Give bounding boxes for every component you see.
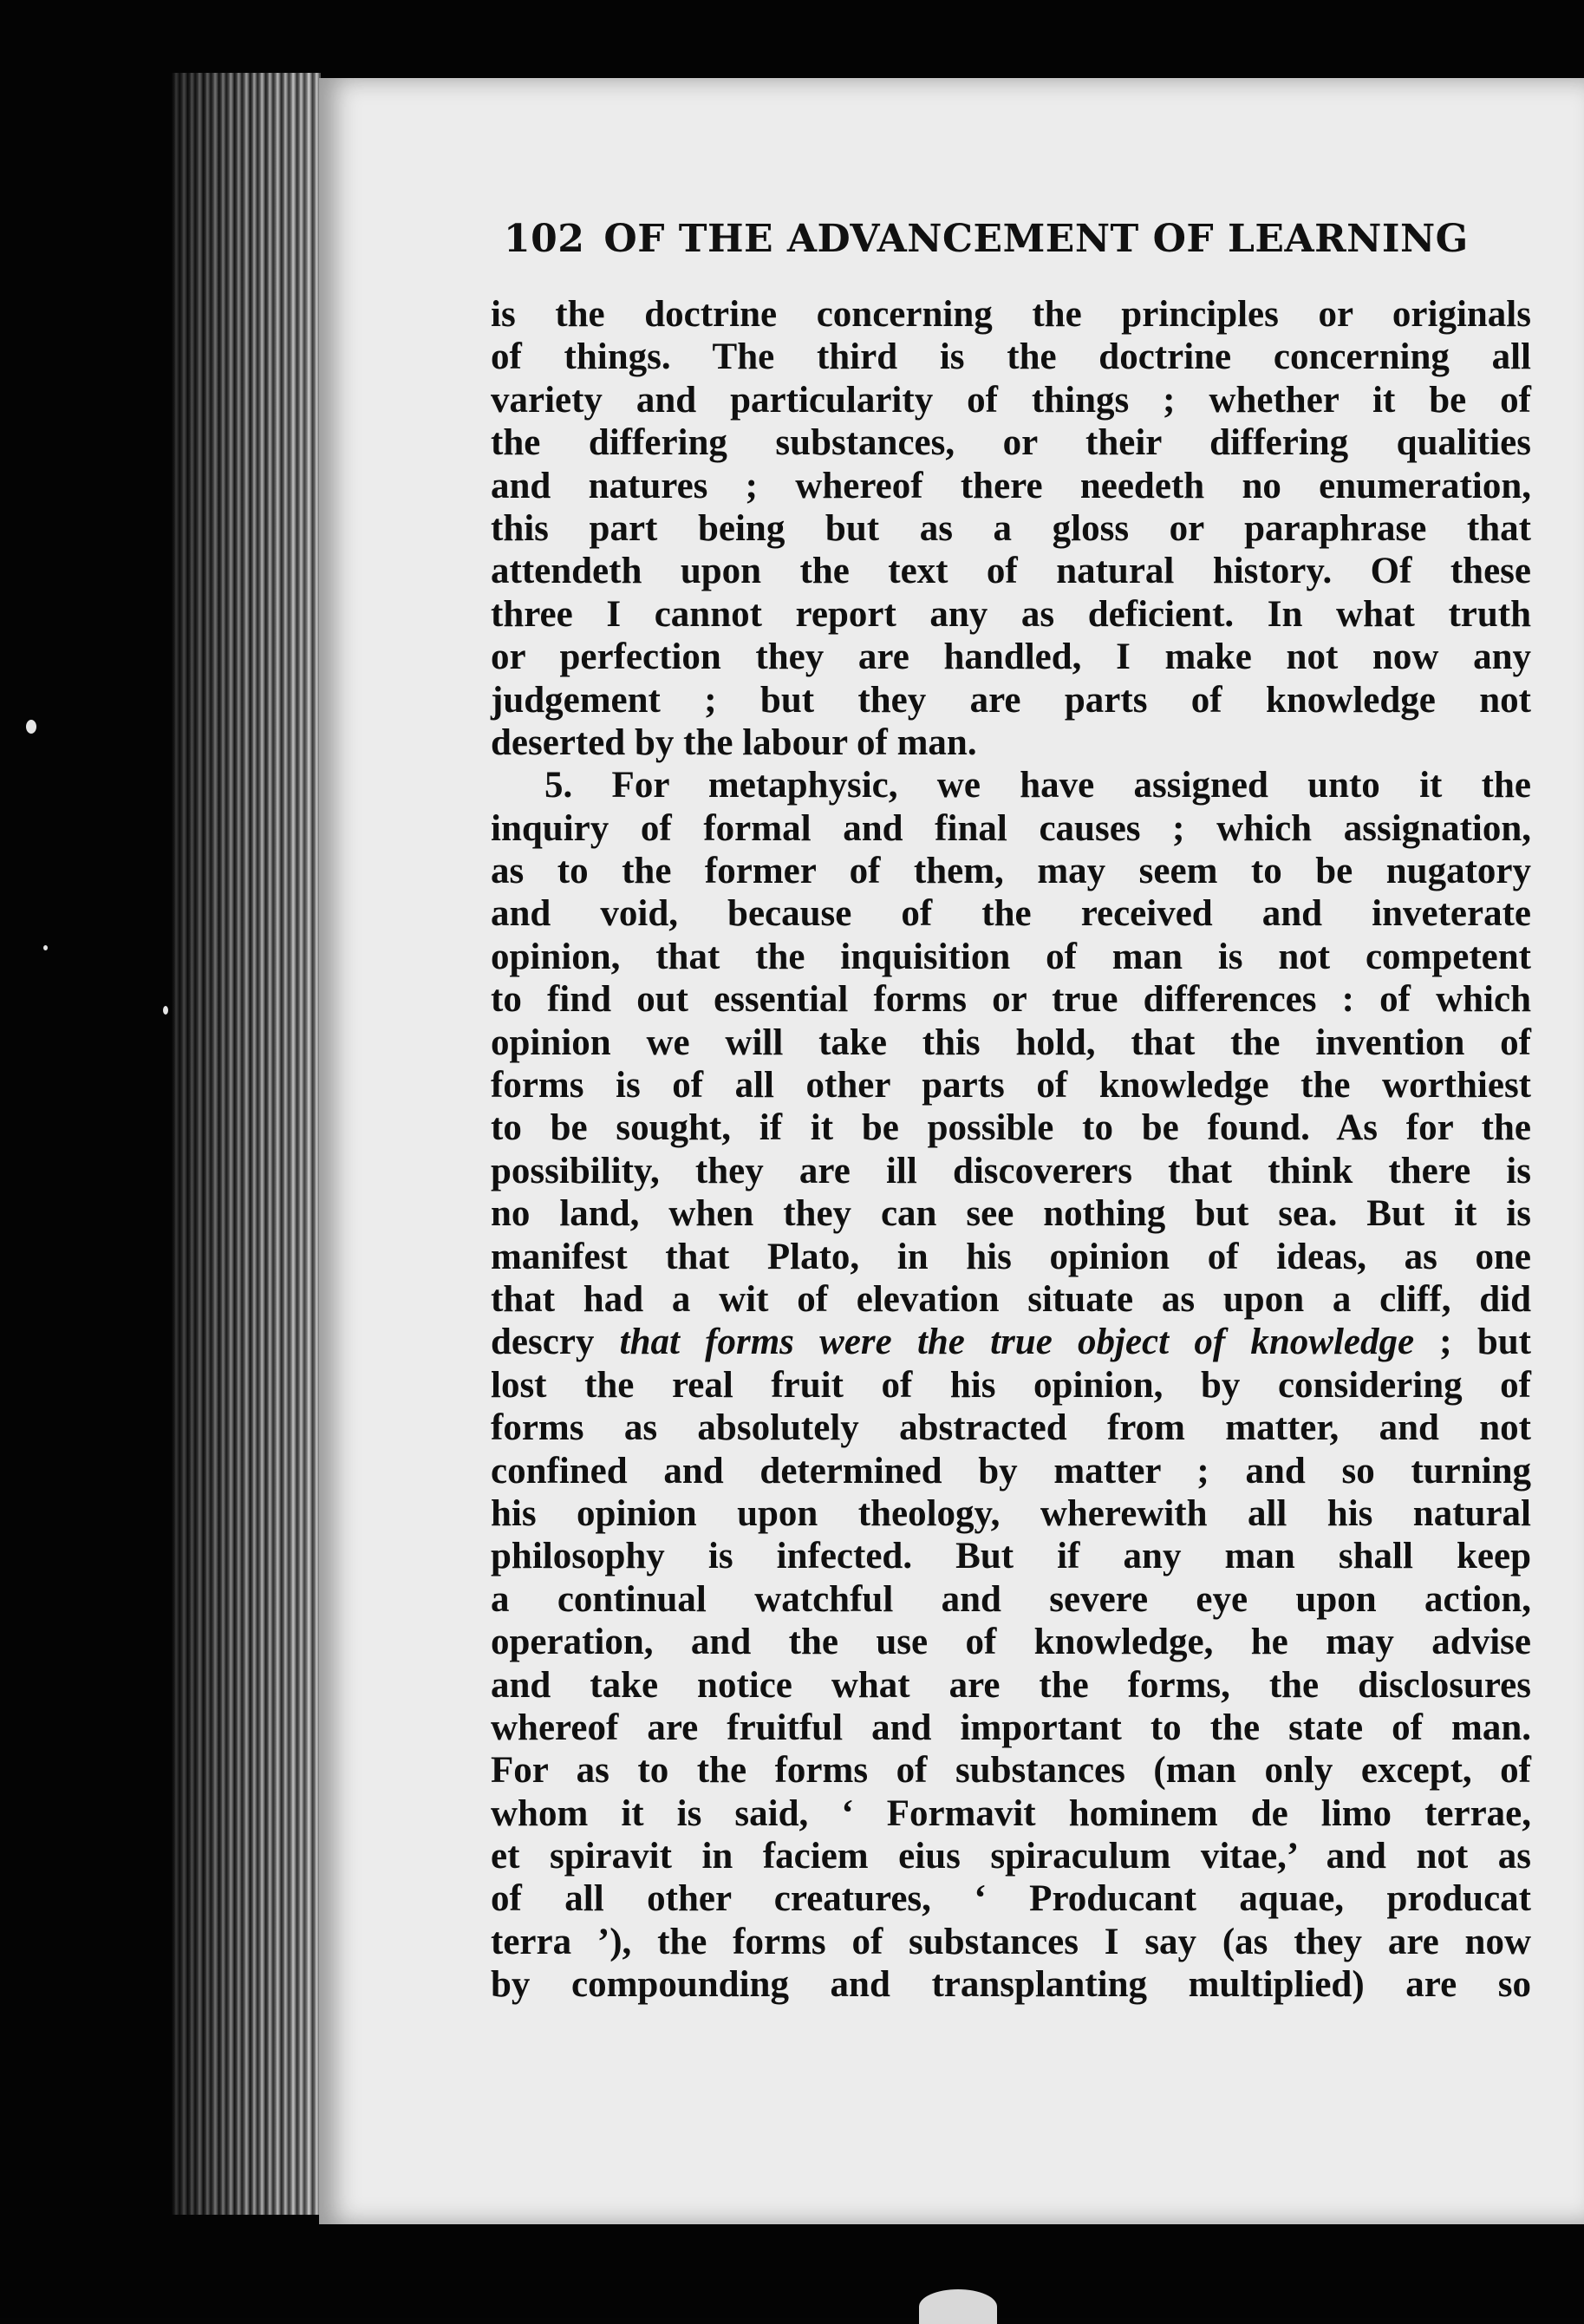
text-line: this part being but as a gloss or paraphrase that xyxy=(491,507,1531,549)
descry-tail: ; but xyxy=(1414,1322,1531,1363)
book-page-edges xyxy=(172,73,321,2215)
text-line: whom it is said, ‘ Formavit hominem de limo terrae, xyxy=(491,1792,1531,1834)
text-line: no land, when they can see nothing but sea. But it is xyxy=(491,1193,1531,1235)
text-line: confined and determined by matter ; and so turning xyxy=(491,1450,1531,1492)
text-line: manifest that Plato, in his opinion of ideas, as one xyxy=(491,1236,1531,1277)
text-line: a continual watchful and severe eye upon action, xyxy=(491,1578,1531,1620)
text-line: forms is of all other parts of knowledge the worthiest xyxy=(491,1065,1531,1107)
text-line: philosophy is infected. But if any man shall keep xyxy=(491,1536,1531,1577)
text-line: the differing substances, or their differing qualities xyxy=(491,422,1531,464)
text-line: and void, because of the received and inveterate xyxy=(491,893,1531,935)
dust-speck xyxy=(43,945,48,950)
text-line: to find out essential forms or true differences : of which xyxy=(491,979,1531,1021)
running-title: OF THE ADVANCEMENT OF LEARNING xyxy=(603,217,1469,261)
descry-word: descry xyxy=(491,1322,595,1363)
text-line: of things. The third is the doctrine concerning all xyxy=(491,336,1531,378)
text-line: as to the former of them, may seem to be nugatory xyxy=(491,851,1531,892)
text-line: is the doctrine concerning the principles or originals xyxy=(491,294,1531,335)
text-line: operation, and the use of knowledge, he may advise xyxy=(491,1622,1531,1663)
dust-speck xyxy=(163,1006,168,1015)
text-line: terra ’), the forms of substances I say (as they are now xyxy=(491,1921,1531,1962)
text-line: et spiravit in faciem eius spiraculum vitae,’ and not as xyxy=(491,1836,1531,1877)
running-header xyxy=(504,217,1492,261)
text-line: variety and particularity of things ; whether it be of xyxy=(491,379,1531,421)
text-line: whereof are fruitful and important to the state of man. xyxy=(491,1707,1531,1748)
text-line: opinion we will take this hold, that the invention of xyxy=(491,1022,1531,1063)
text-line: that had a wit of elevation situate as upon a cliff, did xyxy=(491,1278,1531,1320)
text-line: three I cannot report any as deficient. In what truth xyxy=(491,593,1531,635)
text-line: and natures ; whereof there needeth no enumeration, xyxy=(491,465,1531,506)
text-line: attendeth upon the text of natural history. Of these xyxy=(491,551,1531,592)
text-line-with-italic xyxy=(491,1321,1531,1363)
italic-phrase: that forms were the true object of knowledge xyxy=(619,1322,1415,1363)
page-number: 102 xyxy=(504,217,585,261)
text-line: his opinion upon theology, wherewith all his natural xyxy=(491,1492,1531,1534)
text-line: possibility, they are ill discoverers that think there is xyxy=(491,1150,1531,1191)
text-line: and take notice what are the forms, the disclosures xyxy=(491,1664,1531,1706)
text-line: lost the real fruit of his opinion, by considering of xyxy=(491,1364,1531,1406)
text-line: judgement ; but they are parts of knowledge not xyxy=(491,679,1531,721)
dust-speck xyxy=(26,720,36,734)
scan-artifact xyxy=(919,2289,997,2324)
text-line: by compounding and transplanting multiplied) are so xyxy=(491,1964,1531,2006)
text-line: forms as absolutely abstracted from matter, and not xyxy=(491,1407,1531,1449)
body-text xyxy=(491,293,1531,2007)
text-line: to be sought, if it be possible to be found. As for the xyxy=(491,1107,1531,1149)
text-line: For as to the forms of substances (man only except, of xyxy=(491,1750,1531,1792)
text-line: inquiry of formal and final causes ; which assignation, xyxy=(491,807,1531,849)
text-line: of all other creatures, ‘ Producant aquae, producat xyxy=(491,1878,1531,1920)
text-line: or perfection they are handled, I make not now any xyxy=(491,636,1531,678)
text-line: opinion, that the inquisition of man is not competent xyxy=(491,936,1531,977)
paragraph-start-line: 5. For metaphysic, we have assigned unto it the xyxy=(544,765,1531,806)
text-line: deserted by the labour of man. xyxy=(491,721,977,763)
